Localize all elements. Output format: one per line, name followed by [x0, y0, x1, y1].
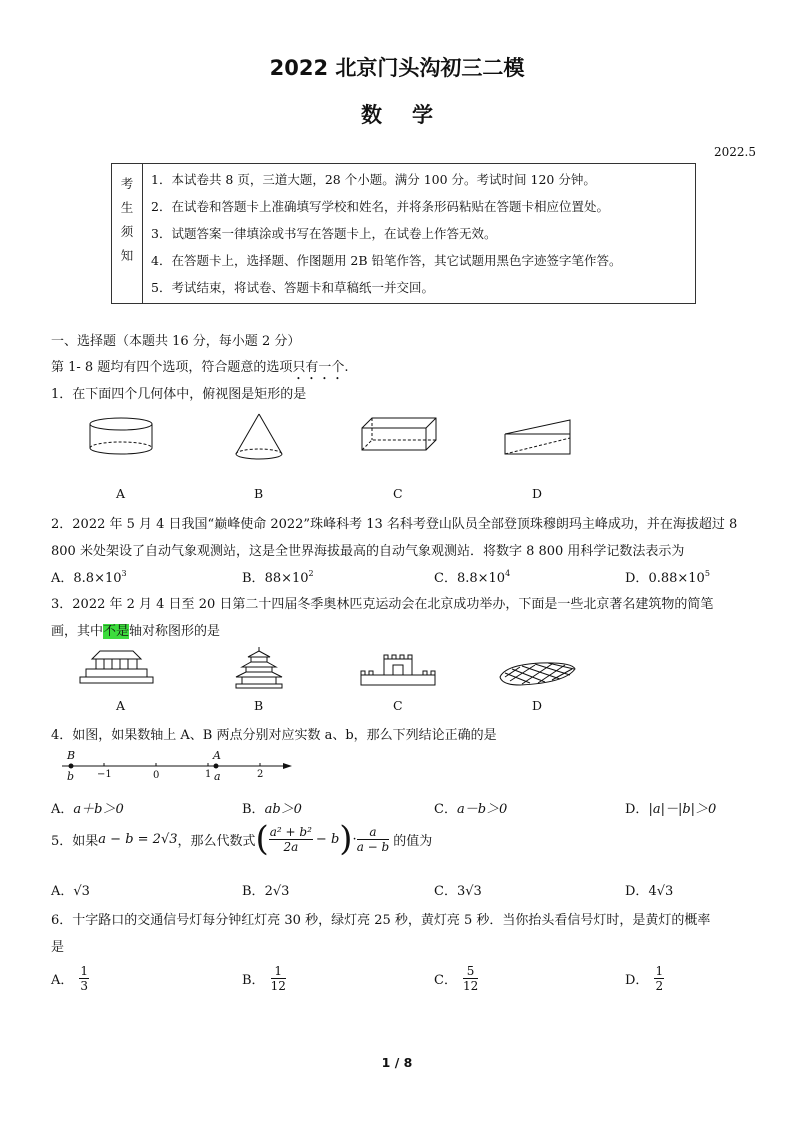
cylinder-figure — [90, 418, 152, 454]
notice-item: 5．考试结束，将试卷、答题卡和草稿纸一并交回。 — [151, 280, 434, 295]
q1-label-d: D — [532, 486, 543, 501]
triangular-prism-figure — [505, 420, 570, 454]
point-a — [214, 764, 219, 769]
q5-option-a: A．√3 — [51, 884, 90, 899]
q4-option-a: A．a＋b＞0 — [51, 802, 124, 817]
q5-option-c: C．3√3 — [434, 884, 482, 899]
point-b-var: b — [67, 770, 75, 783]
q2-stem-line2: 800 米处架设了自动气象观测站，这是全世界海拔最高的自动气象观测站．将数字 8 800 用科学记数法表示为 — [51, 544, 685, 559]
subject-title: 数学 — [361, 103, 463, 127]
point-a-var: a — [214, 770, 221, 783]
tick-label: 0 — [153, 770, 160, 781]
paren-right: ) — [339, 819, 353, 859]
q3-stem-line2: 画，其中不是轴对称图形的是 — [51, 624, 221, 639]
q3-label-d: D — [532, 698, 543, 713]
q1-label-c: C — [393, 486, 403, 501]
number-line — [0, 748, 794, 788]
great-wall-figure — [361, 655, 435, 685]
page-title: 2022 北京门头沟初三二模 — [269, 56, 525, 80]
emphasis-text: 只有一个 — [292, 360, 345, 375]
q3-label-c: C — [393, 698, 403, 713]
temple-of-heaven-figure — [236, 647, 282, 688]
notice-item: 1．本试卷共 8 页，三道大题，28 个小题。满分 100 分。考试时间 120 分钟。 — [151, 172, 596, 187]
q5-option-b: B．2√3 — [242, 884, 290, 899]
q2-option-c: C．$8.8\times 10^4$ — [434, 569, 511, 586]
point-b-label: B — [67, 749, 76, 762]
q2-option-d: D．$0.88\times 10^5$ — [625, 569, 710, 586]
exam-date: 2022.5 — [714, 145, 756, 159]
q6-option-c: C． $\frac{5}{12}$ — [434, 964, 479, 993]
q6-option-a: A． $\frac{1}{3}$ — [51, 964, 89, 993]
birds-nest-figure — [500, 663, 575, 685]
notice-label: 考 生 须 知 — [112, 164, 143, 304]
q5-fraction-2: $\frac{a}{a - b}$ — [356, 824, 390, 854]
notice-item: 4．在答题卡上，选择题、作图题用 2B 铅笔作答，其它试题用黑色字迹签字笔作答。 — [151, 253, 622, 268]
notice-box — [111, 163, 696, 304]
notice-item: 3．试题答案一律填涂或书写在答题卡上，在试卷上作答无效。 — [151, 226, 497, 241]
q1-figures — [0, 410, 794, 470]
page-number: 1 / 8 — [381, 1055, 413, 1070]
q6-stem-line2: 是 — [51, 940, 65, 955]
tiananmen-figure — [80, 651, 153, 683]
q6-option-b: B． $\frac{1}{12}$ — [242, 964, 286, 993]
tick-label: 1 — [205, 769, 212, 780]
cone-figure — [236, 414, 282, 459]
point-a-label: A — [213, 749, 221, 762]
q4-option-c: C．a－b＞0 — [434, 802, 508, 817]
q6-stem-line1: 6．十字路口的交通信号灯每分钟红灯亮 30 秒，绿灯亮 25 秒，黄灯亮 5 秒．当你抬头看信号灯时，是黄灯的概率 — [51, 913, 711, 928]
q1-label-b: B — [254, 486, 264, 501]
highlighted-text: 不是 — [103, 624, 130, 639]
point-b — [69, 764, 74, 769]
notice-items — [143, 164, 696, 304]
q3-label-b: B — [254, 698, 264, 713]
q6-option-d: D． $\frac{1}{2}$ — [625, 964, 664, 993]
q1-stem: 1．在下面四个几何体中，俯视图是矩形的是 — [51, 387, 307, 402]
q2-stem-line1: 2．2022 年 5 月 4 日我国“巅峰使命 2022”珠峰科考 13 名科考登山队员全部登顶珠穆朗玛主峰成功，并在海拔超过 8 — [51, 517, 738, 532]
q2-option-b: B．$88\times 10^2$ — [242, 569, 314, 586]
paren-left: ( — [255, 819, 269, 859]
q3-label-a: A — [116, 698, 126, 713]
tick-label: 2 — [257, 769, 264, 780]
tick-label: −1 — [97, 769, 112, 780]
q5-stem: 5．如果 a − b = 2√3 ，那么代数式 ( $\frac{\text{a² + b²}}{2a}$ − b ) · $\frac{a}{a - b}$ 的值为 — [51, 819, 433, 859]
q3-stem-line1: 3．2022 年 2 月 4 日至 20 日第二十四届冬季奥林匹克运动会在北京成功举办，下面是一些北京著名建筑物的简笔 — [51, 597, 714, 612]
section-instructions: 第 1- 8 题均有四个选项，符合题意的选项只有一个. — [51, 360, 349, 375]
prism-figure — [362, 418, 436, 450]
q1-label-a: A — [116, 486, 126, 501]
section-heading: 一、选择题（本题共 16 分，每小题 2 分） — [51, 334, 301, 349]
q4-stem: 4．如图，如果数轴上 A、B 两点分别对应实数 a、b，那么下列结论正确的是 — [51, 728, 497, 743]
q4-option-b: B．ab＞0 — [242, 802, 302, 817]
q4-option-d: D．|a|－|b|＞0 — [625, 802, 717, 817]
notice-item: 2．在试卷和答题卡上准确填写学校和姓名，并将条形码粘贴在答题卡相应位置处。 — [151, 199, 609, 214]
q3-figures — [0, 647, 794, 692]
q5-fraction-1: $\frac{\text{a² + b²}}{2a}$ — [269, 824, 312, 854]
q5-option-d: D．4√3 — [625, 884, 674, 899]
q2-option-a: A．$8.8\times 10^3$ — [51, 569, 127, 586]
q5-condition: a − b = 2√3 — [98, 831, 178, 847]
